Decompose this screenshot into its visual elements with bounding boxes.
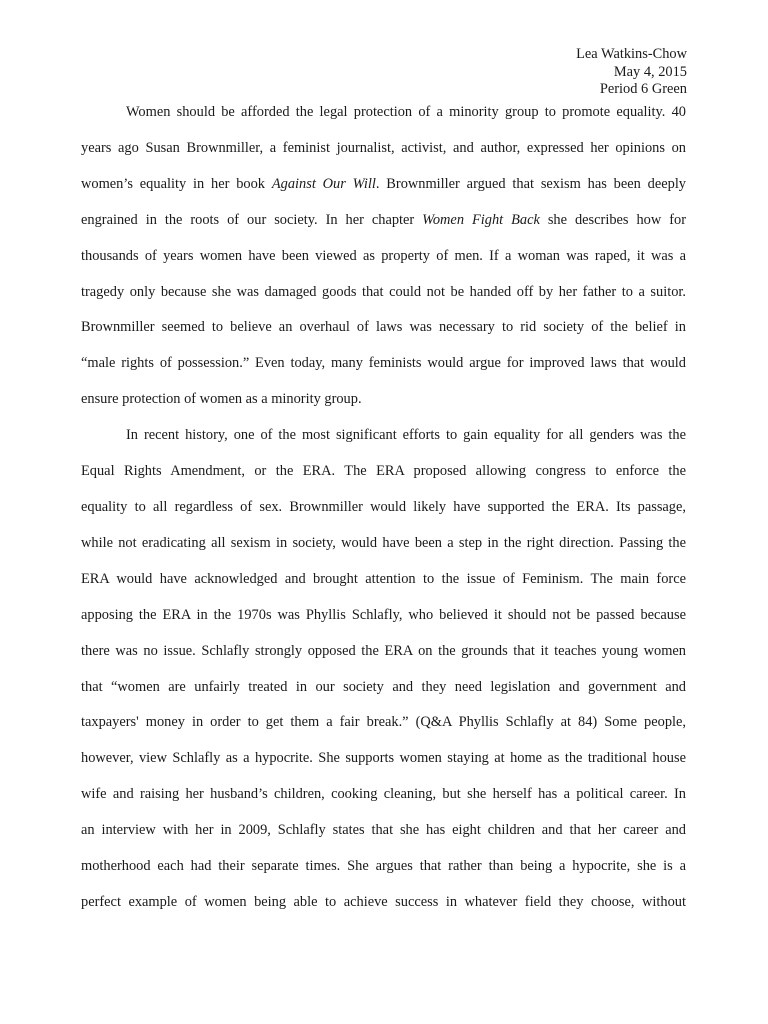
paragraph-line: thousands of years women have been viewed as property of men. If a woman was raped, it was a (81, 247, 686, 264)
paragraph-line: In recent history, one of the most significant efforts to gain equality for all genders was the (126, 427, 686, 444)
paragraph-line: an interview with her in 2009, Schlafly states that she has eight children and that her career and (81, 822, 686, 839)
paragraph-line: however, view Schlafly as a hypocrite. She supports women staying at home as the traditional house (81, 750, 686, 767)
class-period: Period 6 Green (599, 81, 687, 97)
text-run: . Brownmiller argued that sexism has been deeply (375, 175, 687, 192)
author-name: Lea Watkins-Chow (576, 46, 687, 62)
paragraph-line: Brownmiller seemed to believe an overhaul of laws was necessary to rid society of the belief in (81, 319, 686, 336)
essay-date: May 4, 2015 (613, 63, 687, 80)
paragraph-2 (81, 418, 686, 921)
paragraph-line: apposing the ERA in the 1970s was Phyllis Schlafly, who believed it should not be passed because (81, 606, 686, 623)
paragraph-line: Equal Rights Amendment, or the ERA. The ERA proposed allowing congress to enforce the (81, 463, 686, 480)
paragraph-line: tragedy only because she was damaged goods that could not be handed off by her father to a suitor. (81, 283, 686, 300)
text-run: she describes how for (539, 211, 686, 228)
paragraph-line (81, 203, 686, 239)
paragraph-line: there was no issue. Schlafly strongly opposed the ERA on the grounds that it teaches young women (81, 642, 686, 659)
paragraph-line: wife and raising her husband’s children, cooking cleaning, but she herself has a political career. In (81, 786, 686, 803)
paragraph-line: taxpayers' money in order to get them a fair break.” (Q&A Phyllis Schlafly at 84) Some people, (81, 714, 686, 731)
paragraph-line (81, 167, 686, 203)
chapter-title: Women Fight Back (422, 211, 540, 228)
paragraph-1 (81, 95, 686, 418)
paragraph-line: motherhood each had their separate times. She argues that rather than being a hypocrite, she is a (81, 858, 686, 875)
text-run: women’s equality in her book (81, 175, 272, 192)
paragraph-line: perfect example of women being able to achieve success in whatever field they choose, without (81, 893, 686, 910)
paragraph-line: while not eradicating all sexism in society, would have been a step in the right direction. Passing the (81, 534, 686, 551)
text-run: engrained in the roots of our society. In her chapter (81, 211, 423, 228)
paragraph-line: “male rights of possession.” Even today, many feminists would argue for improved laws that would (81, 355, 686, 372)
paragraph-line: equality to all regardless of sex. Brownmiller would likely have supported the ERA. Its passage, (81, 498, 686, 515)
paragraph-line: that “women are unfairly treated in our society and they need legislation and government and (81, 678, 686, 695)
paragraph-line: ERA would have acknowledged and brought attention to the issue of Feminism. The main force (81, 570, 686, 587)
book-title: Against Our Will (271, 175, 376, 192)
paragraph-line: Women should be afforded the legal protection of a minority group to promote equality. 40 (126, 104, 686, 120)
paragraph-line: years ago Susan Brownmiller, a feminist journalist, activist, and author, expressed her opinions on (81, 139, 686, 156)
essay-body (81, 95, 686, 921)
paragraph-line: ensure protection of women as a minority group. (81, 391, 362, 408)
essay-header (576, 46, 687, 99)
